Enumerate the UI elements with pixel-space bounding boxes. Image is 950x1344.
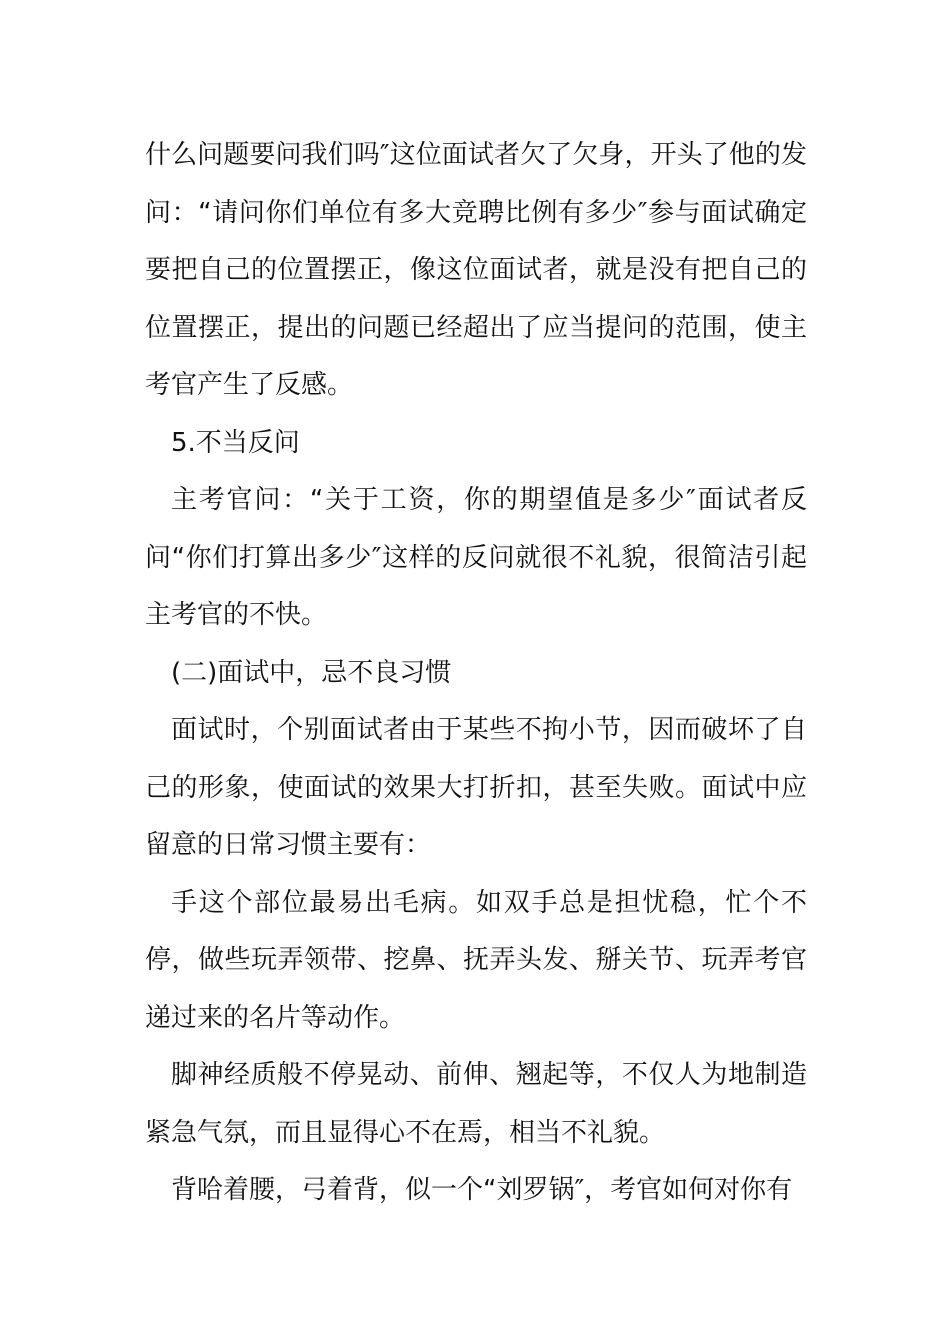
paragraph: 脚神经质般不停晃动、前伸、翘起等，不仅人为地制造紧急气氛，而且显得心不在焉，相当不礼貌。 <box>145 1060 807 1148</box>
paragraph: 手这个部位最易出毛病。如双手总是担忧稳，忙个不停，做些玩弄领带、挖鼻、抚弄头发、掰关节、玩弄考官递过来的名片等动作。 <box>145 887 807 1033</box>
paragraph: 背哈着腰，弓着背，似一个“刘罗锅″，考官如何对你有 <box>171 1175 793 1205</box>
section-heading: 5.不当反问 <box>171 427 300 458</box>
paragraph: 主考官问：“关于工资，你的期望值是多少″面试者反问“你们打算出多少″这样的反问就很不礼貌，很简洁引起主考官的不快。 <box>145 485 807 630</box>
section-heading: (二)面试中，忌不良习惯 <box>171 657 452 688</box>
document-body <box>145 127 807 1220</box>
paragraph: 什么问题要问我们吗″这位面试者欠了欠身，开头了他的发问：“请问你们单位有多大竞聘比例有多少″参与面试确定要把自己的位置摆正，像这位面试者，就是没有把自己的位置摆正，提出的问题已经超出了应当提问的范围，使主考官产生了反感。 <box>145 140 807 400</box>
paragraph: 面试时，个别面试者由于某些不拘小节，因而破坏了自己的形象，使面试的效果大打折扣，甚至失败。面试中应留意的日常习惯主要有： <box>145 715 807 860</box>
